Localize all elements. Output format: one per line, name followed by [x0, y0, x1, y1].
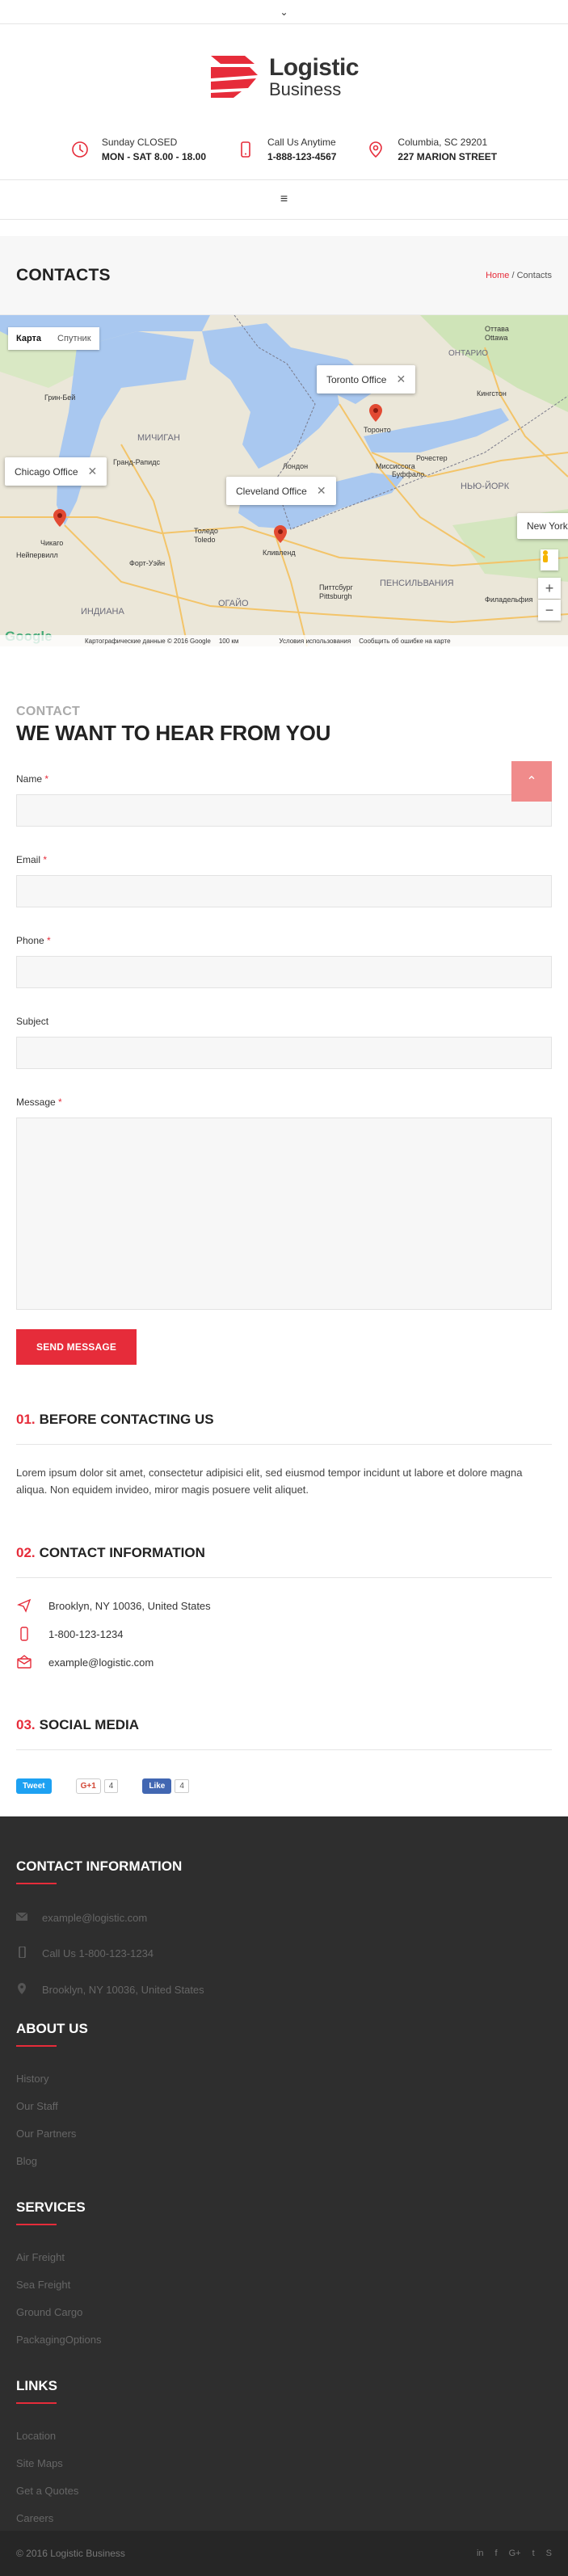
- page-title: CONTACTS: [16, 265, 111, 284]
- contact-title: WE WANT TO HEAR FROM YOU: [16, 721, 331, 745]
- info-phone-line1: Call Us Anytime: [267, 137, 336, 148]
- map-label-green-bay: Грин-Бей: [44, 394, 76, 402]
- email-input[interactable]: [16, 875, 552, 907]
- breadcrumb-separator: /: [509, 270, 517, 280]
- breadcrumb-current: Contacts: [516, 270, 552, 280]
- footer-about-heading: ABOUT US: [16, 2021, 88, 2036]
- map-label-pittsburgh-en: Pittsburgh: [319, 592, 352, 600]
- footer-services-heading: SERVICES: [16, 2199, 86, 2215]
- tweet-button[interactable]: Tweet: [16, 1778, 52, 1794]
- info-phone-line2[interactable]: 1-888-123-4567: [267, 151, 337, 162]
- footer-link-blog[interactable]: Blog: [16, 2155, 38, 2167]
- skype-icon[interactable]: S: [545, 2549, 552, 2558]
- map-label-cleveland-ru: Кливленд: [263, 549, 296, 557]
- phone-icon: [16, 1947, 27, 1960]
- contact-eyebrow: CONTACT: [16, 705, 81, 718]
- footer-address-row: [16, 1983, 552, 1997]
- footer-link-history[interactable]: History: [16, 2073, 49, 2085]
- contact-address: Brooklyn, NY 10036, United States: [48, 1599, 211, 1612]
- footer-link-get-a-quotes[interactable]: Get a Quotes: [16, 2485, 79, 2497]
- scroll-to-top-button[interactable]: ⌃: [511, 761, 552, 802]
- footer-link-sea-freight[interactable]: Sea Freight: [16, 2279, 71, 2291]
- linkedin-icon[interactable]: in: [476, 2549, 484, 2558]
- divider: [16, 1749, 552, 1750]
- google-plus-count: 4: [104, 1779, 119, 1793]
- header-info: [0, 129, 568, 170]
- footer-links-heading: LINKS: [16, 2378, 57, 2393]
- site-logo[interactable]: [0, 24, 568, 129]
- map-label-michigan: МИЧИГАН: [137, 433, 180, 443]
- map-label-mississauga: Миссиссога: [376, 462, 415, 470]
- phone-icon: [237, 141, 255, 158]
- footer-bottom-bar: [0, 2531, 568, 2576]
- footer-link-air-freight[interactable]: Air Freight: [16, 2251, 65, 2263]
- footer-link-site-maps[interactable]: Site Maps: [16, 2457, 63, 2469]
- nav-menu-bar: [0, 179, 568, 220]
- info-window-newyork[interactable]: [517, 513, 568, 539]
- footer-contact-heading: CONTACT INFORMATION: [16, 1858, 183, 1874]
- info-phone: [237, 137, 336, 162]
- name-input[interactable]: [16, 794, 552, 827]
- map-type-control: [8, 327, 99, 350]
- divider: [16, 1577, 552, 1578]
- info-hours-line1: Sunday CLOSED: [101, 137, 178, 148]
- contact-information-heading: 02. CONTACT INFORMATION: [16, 1545, 205, 1560]
- envelope-icon: [16, 1912, 27, 1924]
- footer-link-our-staff[interactable]: Our Staff: [16, 2100, 58, 2112]
- map-scale: 100 км: [218, 637, 239, 645]
- close-icon[interactable]: ✕: [396, 373, 406, 385]
- clock-icon: [71, 141, 89, 158]
- info-window-toronto[interactable]: [317, 365, 415, 394]
- map-label-buffalo: Буффало: [392, 470, 425, 478]
- info-window-cleveland-title: Cleveland Office: [236, 485, 307, 497]
- before-contacting-heading: 01. BEFORE CONTACTING US: [16, 1412, 214, 1427]
- contact-phone[interactable]: 1-800-123-1234: [48, 1627, 124, 1640]
- map-label-toledo-en: Toledo: [194, 536, 216, 544]
- map-label-ottawa-en: Ottawa: [485, 334, 508, 342]
- email-label: Email *: [16, 854, 48, 865]
- social-share-buttons: [16, 1778, 552, 1794]
- map-label-newyork-state: НЬЮ-ЙОРК: [461, 482, 510, 491]
- info-hours: [71, 137, 206, 162]
- map-label-pittsburgh: Питтсбург: [319, 583, 353, 591]
- map-type-map-button[interactable]: Карта: [16, 334, 42, 343]
- contact-email-row: [16, 1654, 552, 1670]
- site-footer: [0, 1816, 568, 2576]
- message-label: Message *: [16, 1096, 62, 1108]
- logo-title: Logistic: [268, 53, 359, 81]
- social-media-heading: 03. SOCIAL MEDIA: [16, 1717, 140, 1732]
- map-data-attribution: Картографические данные © 2016 Google: [85, 637, 211, 645]
- info-window-chicago-title: Chicago Office: [15, 465, 78, 478]
- subject-label: Subject: [16, 1016, 49, 1027]
- facebook-like-count: 4: [175, 1779, 189, 1793]
- facebook-like-button[interactable]: Like: [142, 1778, 171, 1794]
- info-address-line2: 227 MARION STREET: [398, 151, 498, 162]
- logo-icon: [209, 54, 259, 99]
- google-plus-button[interactable]: G+1: [76, 1778, 101, 1794]
- phone-icon: [16, 1626, 32, 1642]
- footer-email[interactable]: example@logistic.com: [42, 1912, 148, 1924]
- map-label-ohio: ОГАЙО: [218, 599, 249, 608]
- divider: [16, 1444, 552, 1445]
- message-textarea[interactable]: [16, 1118, 552, 1310]
- footer-email-row: [16, 1912, 552, 1924]
- name-label: Name *: [16, 773, 49, 785]
- map-label-chicago-ru: Чикаго: [40, 539, 64, 547]
- location-pin-icon: [16, 1983, 27, 1997]
- info-address-line1: Columbia, SC 29201: [398, 137, 488, 148]
- chevron-down-icon[interactable]: ⌄: [280, 6, 288, 18]
- footer-link-ground-cargo[interactable]: Ground Cargo: [16, 2306, 83, 2318]
- footer-link-careers[interactable]: Careers: [16, 2512, 54, 2524]
- info-window-toronto-title: Toronto Office: [326, 373, 387, 385]
- breadcrumb: [486, 271, 552, 280]
- map-label-philadelphia: Филадельфия: [485, 596, 533, 604]
- map-label-rochester: Рочестер: [416, 454, 448, 462]
- footer-heading-underline: [16, 1883, 57, 1884]
- footer-phone[interactable]: Call Us 1-800-123-1234: [42, 1947, 154, 1959]
- map-label-grand-rapids: Гранд-Рапидс: [113, 458, 160, 466]
- send-message-button[interactable]: SEND MESSAGE: [16, 1329, 137, 1365]
- footer-heading-underline: [16, 2224, 57, 2225]
- top-bar: [0, 0, 568, 24]
- footer-phone-row: [16, 1947, 552, 1960]
- close-icon[interactable]: ✕: [87, 465, 98, 478]
- footer-heading-underline: [16, 2402, 57, 2404]
- close-icon[interactable]: ✕: [316, 484, 326, 497]
- facebook-icon[interactable]: f: [494, 2549, 498, 2558]
- footer-address: Brooklyn, NY 10036, United States: [42, 1984, 204, 1996]
- info-window-newyork-title: New York: [527, 520, 568, 532]
- map-label-london: Лондон: [283, 462, 309, 470]
- before-contacting-text: Lorem ipsum dolor sit amet, consectetur adipisici elit, sed eiusmod tempor incidunt ut labore et dolore magna aliqua. Non equidem invideo, miror magis posuere velit aliquet.: [16, 1467, 523, 1496]
- page-title-bar: [0, 236, 568, 315]
- info-window-cleveland[interactable]: [226, 477, 336, 505]
- breadcrumb-home-link[interactable]: Home: [486, 270, 510, 280]
- contact-email[interactable]: example@logistic.com: [48, 1656, 154, 1669]
- copyright: © 2016 Logistic Business: [16, 2548, 125, 2559]
- map-type-satellite-button[interactable]: Спутник: [57, 334, 91, 343]
- logo-subtitle: Business: [268, 79, 342, 100]
- map-label-naperville: Нейпервилл: [16, 551, 58, 559]
- footer-link-our-partners[interactable]: Our Partners: [16, 2128, 77, 2140]
- map-label-toledo: Толедо: [194, 527, 218, 535]
- map-label-pennsylvania: ПЕНСИЛЬВАНИЯ: [380, 579, 454, 588]
- zoom-out-button[interactable]: −: [538, 600, 561, 621]
- contact-phone-row: [16, 1626, 552, 1642]
- map-report-link[interactable]: Сообщить об ошибке на карте: [359, 637, 451, 645]
- map-label-ontario: ОНТАРИО: [448, 349, 489, 358]
- street-view-pegman-icon[interactable]: [541, 549, 558, 570]
- map-label-toronto-ru: Торонто: [364, 426, 391, 434]
- google-plus-icon[interactable]: G+: [508, 2549, 521, 2558]
- map-footer: [0, 635, 568, 646]
- phone-label: Phone *: [16, 935, 51, 946]
- hamburger-menu-icon[interactable]: ≡: [280, 192, 288, 206]
- map-terms-link[interactable]: Условия использования: [279, 637, 351, 645]
- info-address: [367, 137, 497, 162]
- paper-plane-icon: [16, 1597, 32, 1614]
- location-pin-icon: [367, 141, 385, 158]
- subject-input[interactable]: [16, 1037, 552, 1069]
- twitter-icon[interactable]: t: [532, 2549, 535, 2558]
- map-label-ottawa: Оттава: [485, 325, 509, 333]
- contact-address-row: [16, 1597, 552, 1614]
- envelope-icon: [16, 1654, 32, 1670]
- map-label-indiana: ИНДИАНА: [81, 607, 124, 617]
- map-label-fort-wayne: Форт-Уэйн: [129, 559, 166, 567]
- zoom-in-button[interactable]: +: [538, 578, 561, 599]
- google-map[interactable]: [0, 315, 568, 646]
- footer-link-location[interactable]: Location: [16, 2430, 57, 2442]
- phone-input[interactable]: [16, 956, 552, 988]
- footer-social-links: [477, 2549, 552, 2558]
- footer-link-packaging-options[interactable]: PackagingOptions: [16, 2334, 102, 2346]
- info-window-chicago[interactable]: [5, 457, 107, 486]
- contact-form-section: [0, 705, 568, 1794]
- map-label-kingston: Кингстон: [477, 389, 507, 398]
- info-hours-line2: MON - SAT 8.00 - 18.00: [101, 151, 207, 162]
- footer-heading-underline: [16, 2045, 57, 2047]
